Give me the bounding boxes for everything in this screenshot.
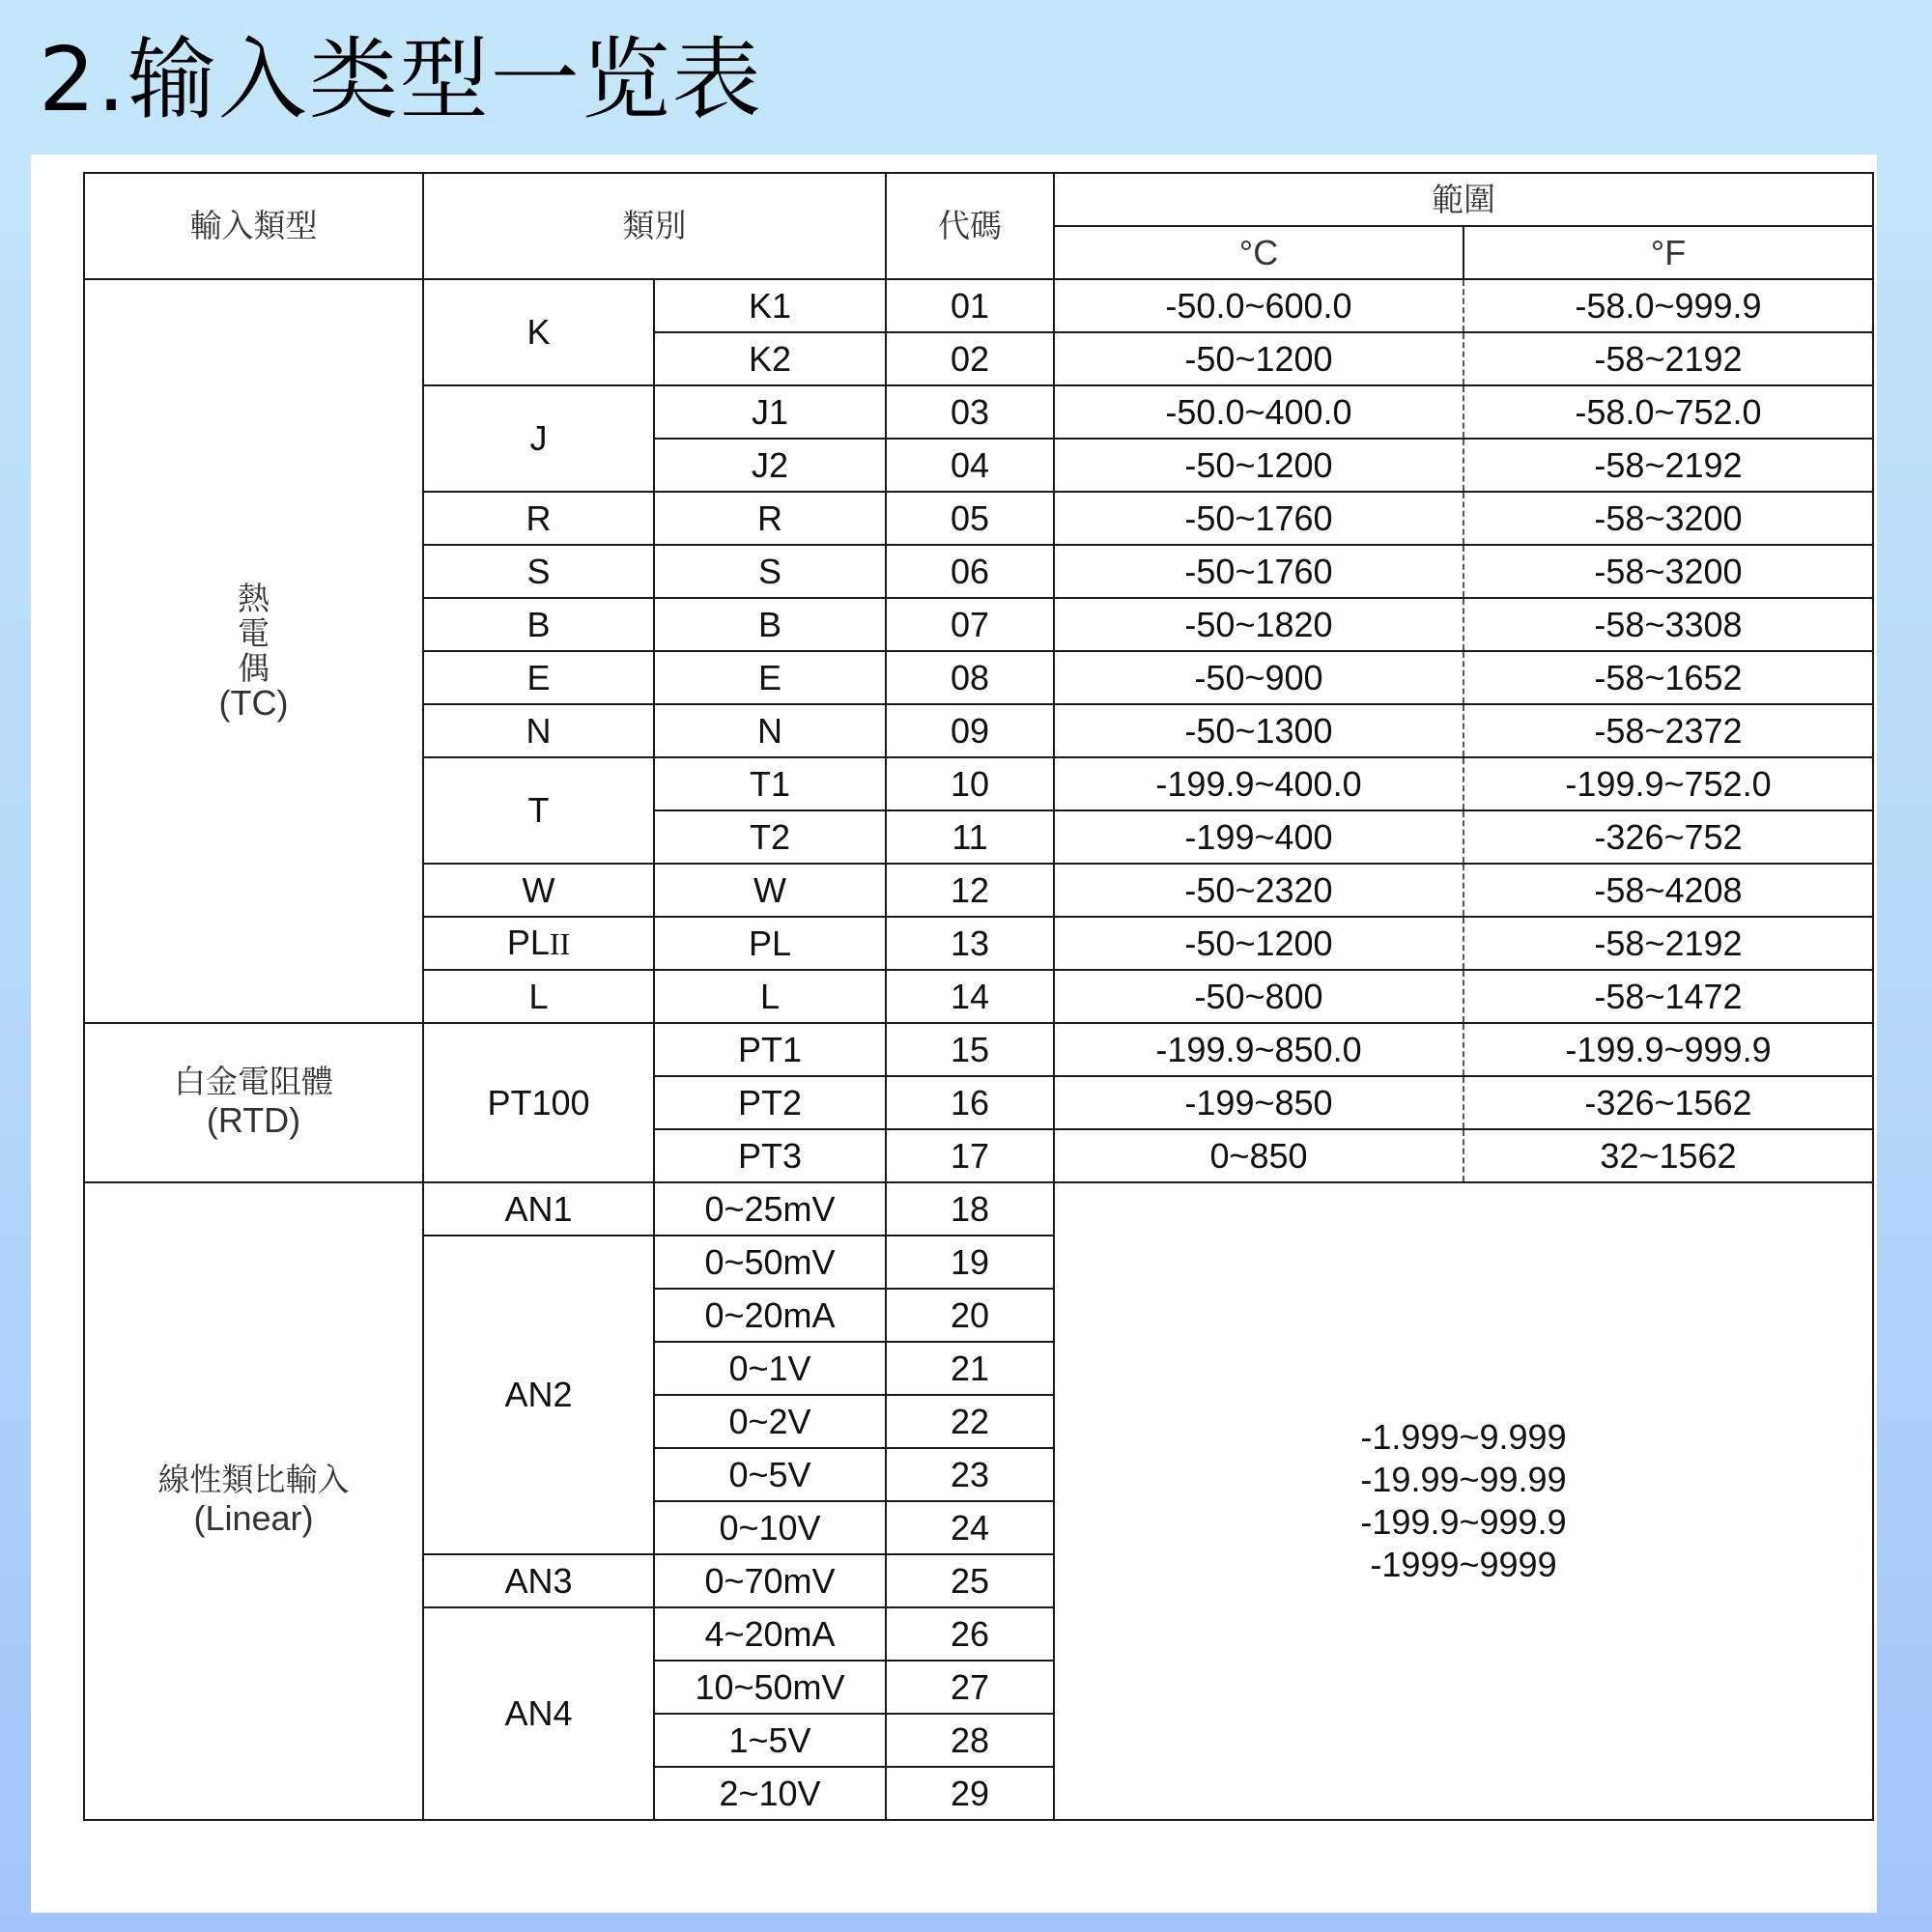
celsius-cell: -199.9~850.0 <box>1054 1023 1463 1076</box>
group-linear-line2: (Linear) <box>193 1498 314 1538</box>
code-cell: 27 <box>886 1661 1054 1714</box>
subtype-cell: S <box>654 545 886 598</box>
code-cell: 23 <box>886 1448 1054 1501</box>
code-cell: 26 <box>886 1607 1054 1661</box>
category-cell: W <box>423 864 654 917</box>
category-cell: AN4 <box>423 1607 654 1820</box>
fahrenheit-cell: 32~1562 <box>1463 1129 1873 1182</box>
category-cell: PT100 <box>423 1023 654 1182</box>
linear-range-line: -1.999~9.999 <box>1360 1417 1567 1457</box>
fahrenheit-cell: -58~2192 <box>1463 439 1873 492</box>
subtype-cell: PT2 <box>654 1076 886 1129</box>
code-cell: 22 <box>886 1395 1054 1448</box>
group-tc-line3: 偶 <box>238 649 270 687</box>
code-cell: 06 <box>886 545 1054 598</box>
celsius-cell: -50~1760 <box>1054 545 1463 598</box>
code-cell: 02 <box>886 332 1054 385</box>
group-linear-line1: 線性類比輸入 <box>157 1461 350 1498</box>
celsius-cell: 0~850 <box>1054 1129 1463 1182</box>
subtype-cell: J2 <box>654 439 886 492</box>
table-row <box>84 1182 1873 1236</box>
subtype-cell: 0~5V <box>654 1448 886 1501</box>
category-cell <box>423 917 654 970</box>
code-cell: 24 <box>886 1501 1054 1554</box>
code-cell: 07 <box>886 598 1054 651</box>
subtype-cell: J1 <box>654 385 886 439</box>
subtype-cell: R <box>654 492 886 545</box>
header-code: 代碼 <box>886 173 1054 279</box>
category-cell: AN2 <box>423 1236 654 1554</box>
linear-range-line: -199.9~999.9 <box>1360 1502 1567 1542</box>
fahrenheit-cell: -326~1562 <box>1463 1076 1873 1129</box>
subtype-cell: 0~70mV <box>654 1554 886 1607</box>
category-cell: S <box>423 545 654 598</box>
subtype-cell: L <box>654 970 886 1023</box>
code-cell: 04 <box>886 439 1054 492</box>
input-type-table <box>83 172 1874 1821</box>
subtype-cell: 0~10V <box>654 1501 886 1554</box>
category-cell: T <box>423 757 654 864</box>
header-fahrenheit: °F <box>1463 226 1873 279</box>
table-row <box>84 1023 1873 1076</box>
header-celsius: °C <box>1054 226 1463 279</box>
code-cell: 18 <box>886 1182 1054 1236</box>
category-cell: R <box>423 492 654 545</box>
group-tc-label <box>84 279 423 1023</box>
fahrenheit-cell: -58~2372 <box>1463 704 1873 757</box>
category-cell: N <box>423 704 654 757</box>
fahrenheit-cell: -58.0~752.0 <box>1463 385 1873 439</box>
category-cell: K <box>423 279 654 385</box>
fahrenheit-cell: -58~4208 <box>1463 864 1873 917</box>
fahrenheit-cell: -58~3308 <box>1463 598 1873 651</box>
category-cell: AN1 <box>423 1182 654 1236</box>
celsius-cell: -50~1300 <box>1054 704 1463 757</box>
subtype-cell: 0~50mV <box>654 1236 886 1289</box>
subtype-cell: 0~1V <box>654 1342 886 1395</box>
fahrenheit-cell: -58~3200 <box>1463 545 1873 598</box>
subtype-cell: PL <box>654 917 886 970</box>
fahrenheit-cell: -58~3200 <box>1463 492 1873 545</box>
code-cell: 08 <box>886 651 1054 704</box>
celsius-cell: -199~850 <box>1054 1076 1463 1129</box>
code-cell: 01 <box>886 279 1054 332</box>
fahrenheit-cell: -199.9~752.0 <box>1463 757 1873 810</box>
subtype-cell: PT1 <box>654 1023 886 1076</box>
fahrenheit-cell: -58~2192 <box>1463 917 1873 970</box>
celsius-cell: -50~1200 <box>1054 332 1463 385</box>
fahrenheit-cell: -58.0~999.9 <box>1463 279 1873 332</box>
category-text: PL <box>506 923 550 962</box>
subtype-cell: E <box>654 651 886 704</box>
subtype-cell: B <box>654 598 886 651</box>
header-category: 類別 <box>423 173 886 279</box>
subtype-cell: W <box>654 864 886 917</box>
category-roman-suffix: II <box>549 926 571 961</box>
category-cell: E <box>423 651 654 704</box>
fahrenheit-cell: -199.9~999.9 <box>1463 1023 1873 1076</box>
code-cell: 29 <box>886 1767 1054 1820</box>
subtype-cell: 4~20mA <box>654 1607 886 1661</box>
code-cell: 21 <box>886 1342 1054 1395</box>
code-cell: 16 <box>886 1076 1054 1129</box>
code-cell: 20 <box>886 1289 1054 1342</box>
code-cell: 11 <box>886 810 1054 864</box>
celsius-cell: -199~400 <box>1054 810 1463 864</box>
group-rtd-label <box>84 1023 423 1182</box>
code-cell: 12 <box>886 864 1054 917</box>
category-cell: L <box>423 970 654 1023</box>
celsius-cell: -50.0~400.0 <box>1054 385 1463 439</box>
celsius-cell: -50~1760 <box>1054 492 1463 545</box>
fahrenheit-cell: -58~1472 <box>1463 970 1873 1023</box>
linear-range-line: -19.99~99.99 <box>1360 1460 1567 1499</box>
celsius-cell: -50~900 <box>1054 651 1463 704</box>
fahrenheit-cell: -326~752 <box>1463 810 1873 864</box>
code-cell: 15 <box>886 1023 1054 1076</box>
subtype-cell: K1 <box>654 279 886 332</box>
celsius-cell: -199.9~400.0 <box>1054 757 1463 810</box>
celsius-cell: -50~1200 <box>1054 917 1463 970</box>
linear-range-line: -1999~9999 <box>1370 1545 1557 1584</box>
subtype-cell: 1~5V <box>654 1714 886 1767</box>
header-range: 範圍 <box>1054 173 1873 226</box>
group-tc-line4: (TC) <box>218 683 289 723</box>
code-cell: 13 <box>886 917 1054 970</box>
category-cell: B <box>423 598 654 651</box>
celsius-cell: -50~1820 <box>1054 598 1463 651</box>
subtype-cell: 10~50mV <box>654 1661 886 1714</box>
group-rtd-line1: 白金電阻體 <box>174 1062 333 1100</box>
code-cell: 19 <box>886 1236 1054 1289</box>
code-cell: 25 <box>886 1554 1054 1607</box>
linear-range-cell <box>1054 1182 1873 1820</box>
celsius-cell: -50~1200 <box>1054 439 1463 492</box>
subtype-cell: T1 <box>654 757 886 810</box>
subtype-cell: PT3 <box>654 1129 886 1182</box>
group-linear-label <box>84 1182 423 1820</box>
group-tc-line2: 電 <box>238 614 270 652</box>
group-tc-line1: 熱 <box>238 580 270 617</box>
category-cell: J <box>423 385 654 492</box>
celsius-cell: -50~2320 <box>1054 864 1463 917</box>
code-cell: 17 <box>886 1129 1054 1182</box>
fahrenheit-cell: -58~1652 <box>1463 651 1873 704</box>
table-row <box>84 279 1873 332</box>
subtype-cell: 0~25mV <box>654 1182 886 1236</box>
subtype-cell: 0~2V <box>654 1395 886 1448</box>
group-rtd-line2: (RTD) <box>206 1099 301 1140</box>
subtype-cell: 2~10V <box>654 1767 886 1820</box>
page-title: 2.输入类型一览表 <box>39 28 763 131</box>
fahrenheit-cell: -58~2192 <box>1463 332 1873 385</box>
code-cell: 09 <box>886 704 1054 757</box>
code-cell: 03 <box>886 385 1054 439</box>
subtype-cell: T2 <box>654 810 886 864</box>
celsius-cell: -50~800 <box>1054 970 1463 1023</box>
code-cell: 10 <box>886 757 1054 810</box>
subtype-cell: N <box>654 704 886 757</box>
code-cell: 14 <box>886 970 1054 1023</box>
header-input-type: 輸入類型 <box>84 173 423 279</box>
subtype-cell: K2 <box>654 332 886 385</box>
category-cell: AN3 <box>423 1554 654 1607</box>
celsius-cell: -50.0~600.0 <box>1054 279 1463 332</box>
code-cell: 05 <box>886 492 1054 545</box>
subtype-cell: 0~20mA <box>654 1289 886 1342</box>
code-cell: 28 <box>886 1714 1054 1767</box>
